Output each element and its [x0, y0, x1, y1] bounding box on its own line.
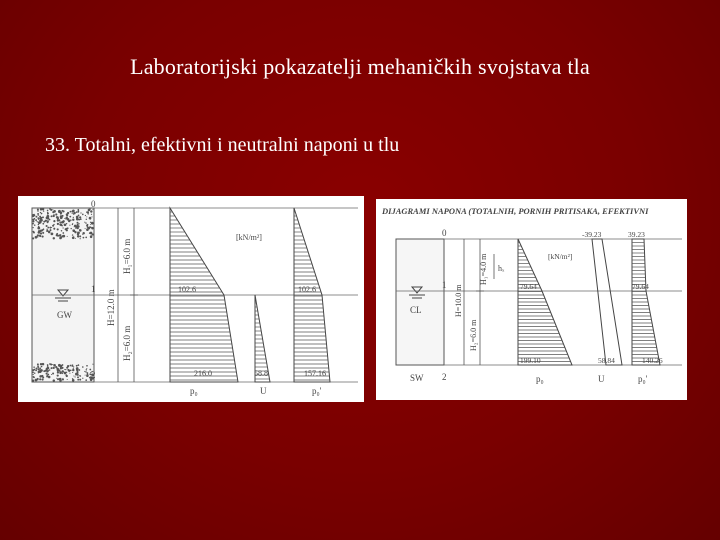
level-0-label: 0 — [91, 199, 96, 209]
slide-title: Laboratorijski pokazatelji mehaničkih svojstava tla — [130, 54, 590, 79]
level-1-label: 1 — [91, 284, 96, 294]
pore-pressure-u-diagram — [592, 239, 622, 365]
h-top-label: H₁=6.0 m — [122, 238, 132, 274]
pore-pressure-hatch — [255, 299, 269, 379]
h-total-label: H=12.0 m — [106, 289, 116, 326]
p0-axis-label: p₀ — [190, 386, 198, 396]
pe-mid-value: 102.6 — [298, 285, 316, 294]
h-bottom-label: H₂=6.0 m — [469, 319, 478, 351]
u-axis-label: U — [598, 374, 605, 384]
slide-subtitle: 33. Totalni, efektivni i neutralni naponi u tlu — [45, 134, 400, 156]
pe-bottom-value: 140.26 — [642, 356, 663, 365]
right-diagram-svg — [376, 199, 687, 400]
left-diagram-svg — [18, 196, 364, 402]
pe-bottom-value: 157.16 — [304, 369, 326, 378]
effective-stress-hatch — [294, 212, 330, 380]
cl-label: CL — [410, 305, 422, 315]
gw-label: GW — [57, 310, 72, 320]
u-bottom-value: 58.84 — [598, 356, 615, 365]
units-label: [kN/m²] — [548, 252, 573, 261]
u-top-value: -39.23 — [582, 230, 602, 239]
units-label: [kN/m²] — [236, 233, 262, 242]
h-total-label: H=10.0 m — [454, 284, 463, 317]
left-stress-diagram — [18, 196, 364, 402]
p0-axis-label: p₀ — [536, 374, 544, 384]
u-axis-label: U — [260, 386, 267, 396]
pe-axis-label: p₀' — [638, 374, 648, 384]
h-bottom-label: H₂=6.0 m — [122, 325, 132, 361]
right-diagram-header: DIJAGRAMI NAPONA (TOTALNIH, PORNIH PRITISAKA, EFEKTIVNI — [382, 206, 649, 216]
pe-mid-value: 79.64 — [632, 282, 649, 291]
level-1-label: 1 — [442, 280, 447, 290]
level-2-label: 2 — [91, 370, 96, 380]
right-stress-diagram — [376, 199, 687, 400]
sw-label: SW — [410, 373, 424, 383]
clay-column — [396, 239, 444, 365]
pe-axis-label: p₀' — [312, 386, 322, 396]
u-bottom-value: 58.8 — [254, 369, 268, 378]
pe-top-value: 39.23 — [628, 230, 645, 239]
h-top-label: H₁=4.0 m — [479, 253, 488, 285]
p0-mid-value: 79.64 — [520, 282, 537, 291]
p0-bottom-value: 216.0 — [194, 369, 212, 378]
p0-bottom-value: 199.10 — [520, 356, 541, 365]
effective-stress-hatch — [632, 243, 659, 362]
level-0-label: 0 — [442, 228, 447, 238]
hc-label: hₓ — [498, 264, 505, 273]
total-stress-hatch — [170, 212, 238, 380]
p0-mid-value: 102.6 — [178, 285, 196, 294]
level-2-label: 2 — [442, 372, 447, 382]
